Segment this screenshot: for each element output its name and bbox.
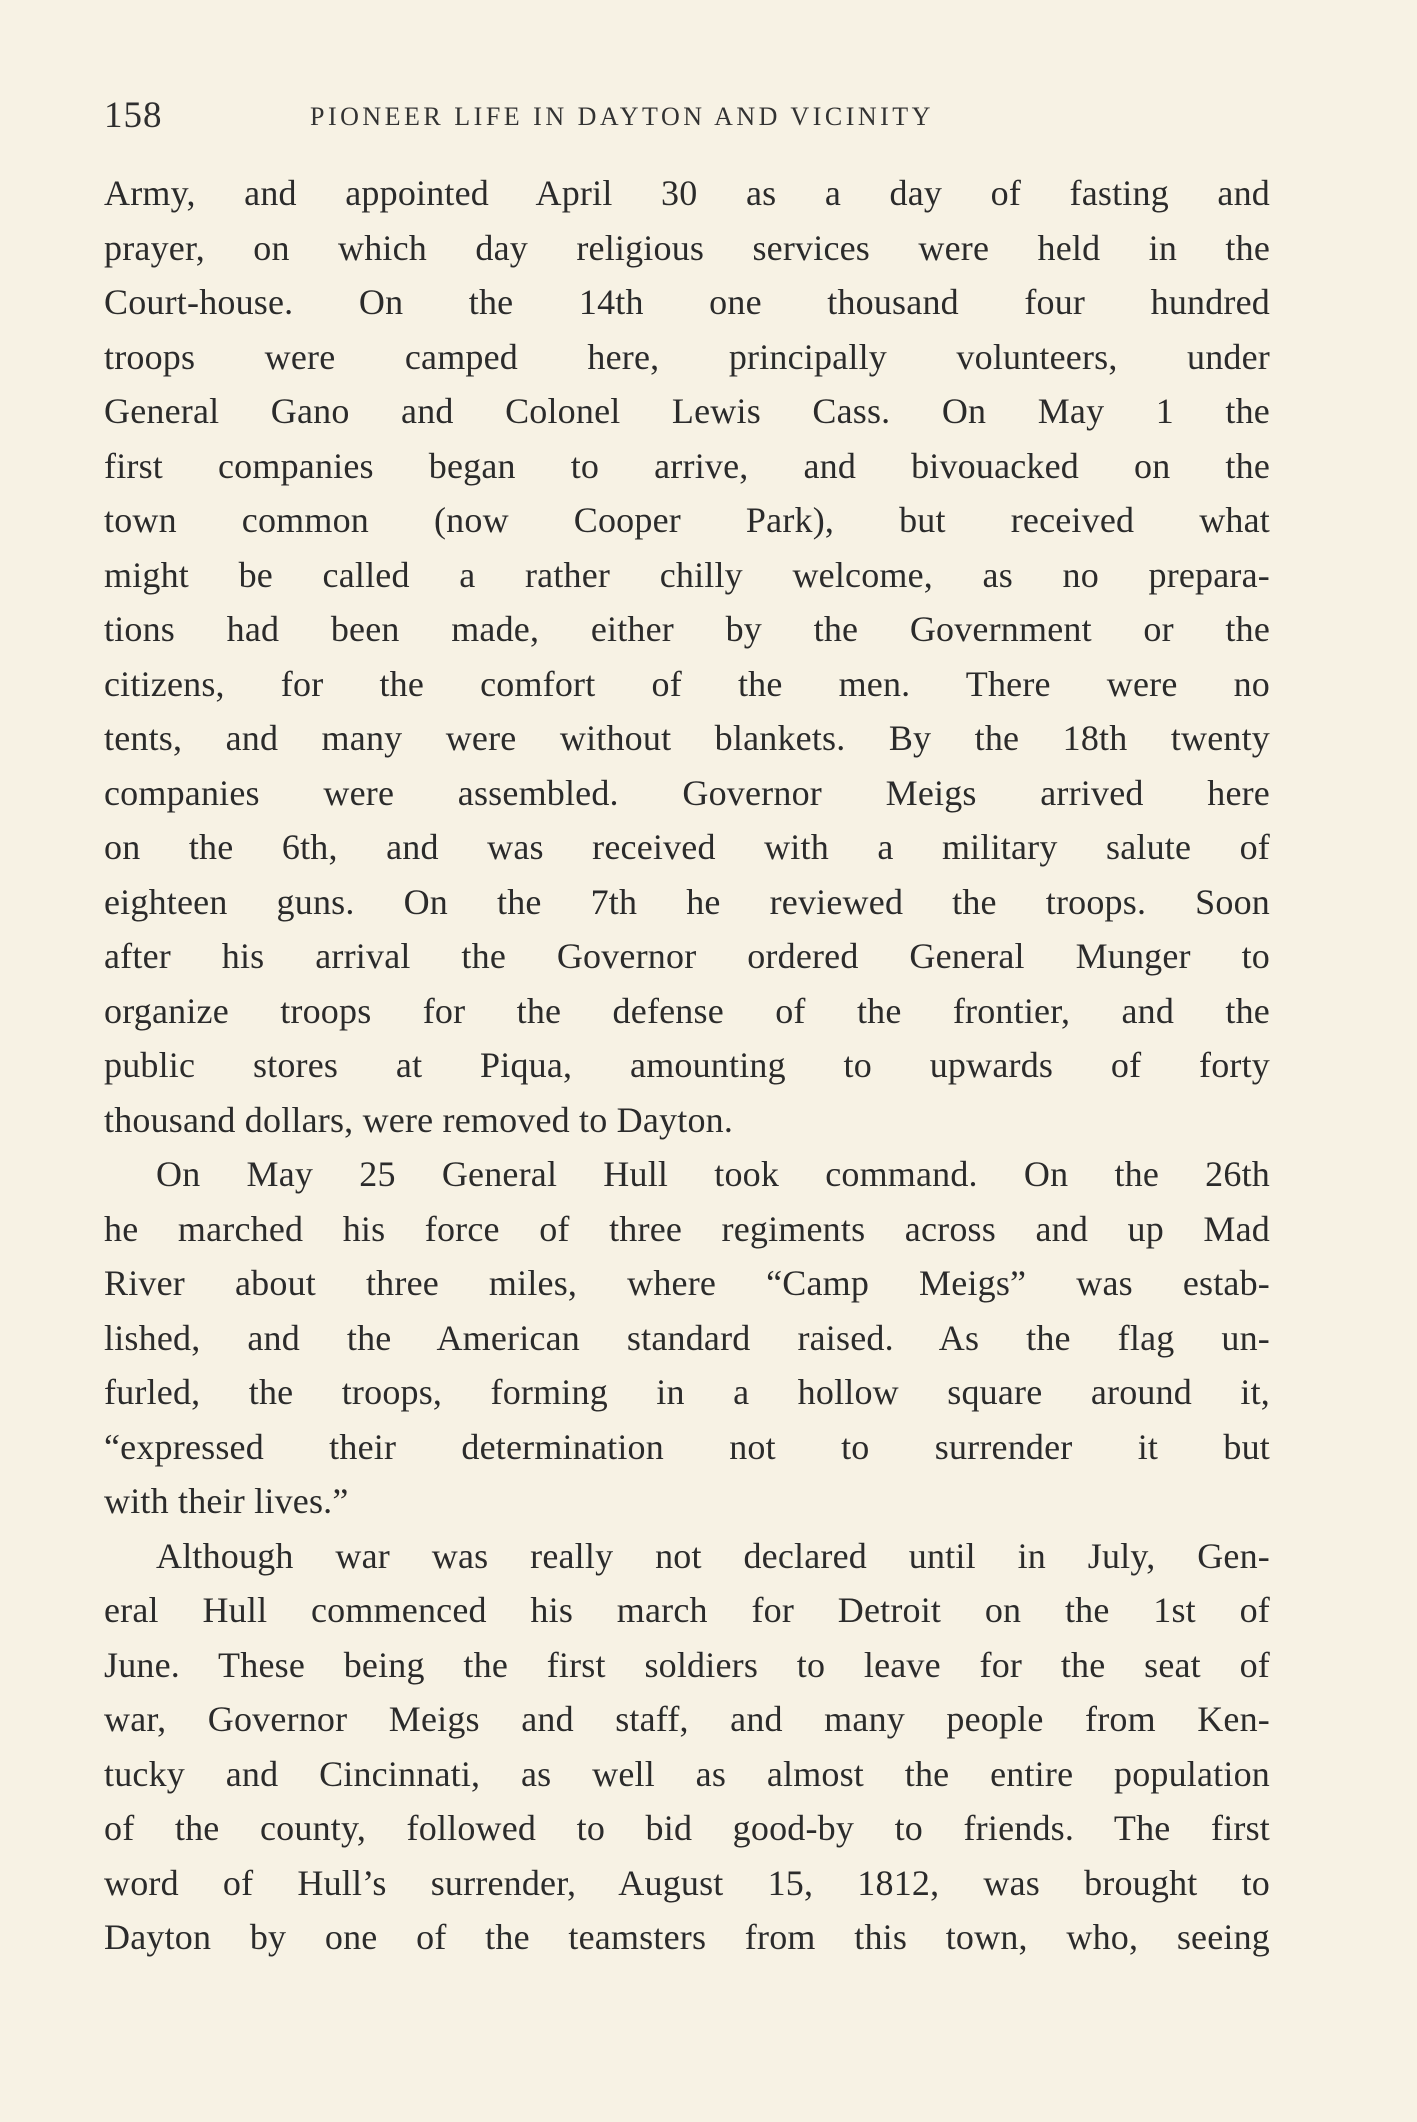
text-line: eighteen guns. On the 7th he reviewed the troops. Soon [104,881,1270,922]
text-line: public stores at Piqua, amounting to upwards of forty [104,1045,1270,1085]
text-line: tucky and Cincinnati, as well as almost the entire population [104,1753,1270,1794]
text-line: first companies began to arrive, and bivouacked on the [104,445,1270,486]
text-line: war, Governor Meigs and staff, and many people from Ken- [104,1699,1270,1739]
body-text [104,166,1270,1965]
text-line: on the 6th, and was received with a military salute of [104,827,1270,867]
text-line: thousand dollars, were removed to Dayton. [104,1099,734,1140]
text-line: of the county, followed to bid good-by to friends. The first [104,1808,1270,1848]
text-line: tions had been made, either by the Government or the [104,609,1270,649]
text-line: River about three miles, where “Camp Meigs” was estab- [104,1263,1270,1303]
text-line: “expressed their determination not to surrender it but [104,1426,1270,1467]
text-line: word of Hull’s surrender, August 15, 1812, was brought to [104,1862,1270,1903]
text-line: after his arrival the Governor ordered General Munger to [104,936,1270,976]
text-line: organize troops for the defense of the frontier, and the [104,990,1270,1031]
text-line: General Gano and Colonel Lewis Cass. On May 1 the [104,391,1270,431]
text-line: town common (now Cooper Park), but received what [104,500,1270,540]
text-line: June. These being the first soldiers to leave for the seat of [104,1644,1270,1685]
text-line: Army, and appointed April 30 as a day of fasting and [104,173,1270,213]
text-line: On May 25 General Hull took command. On the 26th [156,1154,1270,1194]
running-title: PIONEER LIFE IN DAYTON AND VICINITY [310,102,934,131]
text-line: tents, and many were without blankets. By the 18th twenty [104,718,1270,758]
page-number: 158 [104,95,163,136]
text-line: Court-house. On the 14th one thousand four hundred [104,282,1270,322]
text-line: troops were camped here, principally volunteers, under [104,336,1270,377]
text-line: Although war was really not declared until in July, Gen- [156,1535,1270,1576]
text-line: lished, and the American standard raised. As the flag un- [104,1317,1270,1358]
text-line: with their lives.” [104,1481,349,1521]
text-line: eral Hull commenced his march for Detroit on the 1st of [104,1590,1270,1630]
text-line: companies were assembled. Governor Meigs arrived here [104,772,1270,813]
running-head [104,94,1270,138]
text-line: furled, the troops, forming in a hollow square around it, [104,1372,1270,1412]
text-line: citizens, for the comfort of the men. There were no [104,663,1270,704]
text-line: prayer, on which day religious services were held in the [104,227,1270,268]
text-line: Dayton by one of the teamsters from this town, who, seeing [104,1917,1270,1957]
text-line: might be called a rather chilly welcome, as no prepara- [104,554,1270,595]
text-line: he marched his force of three regiments across and up Mad [104,1208,1270,1249]
